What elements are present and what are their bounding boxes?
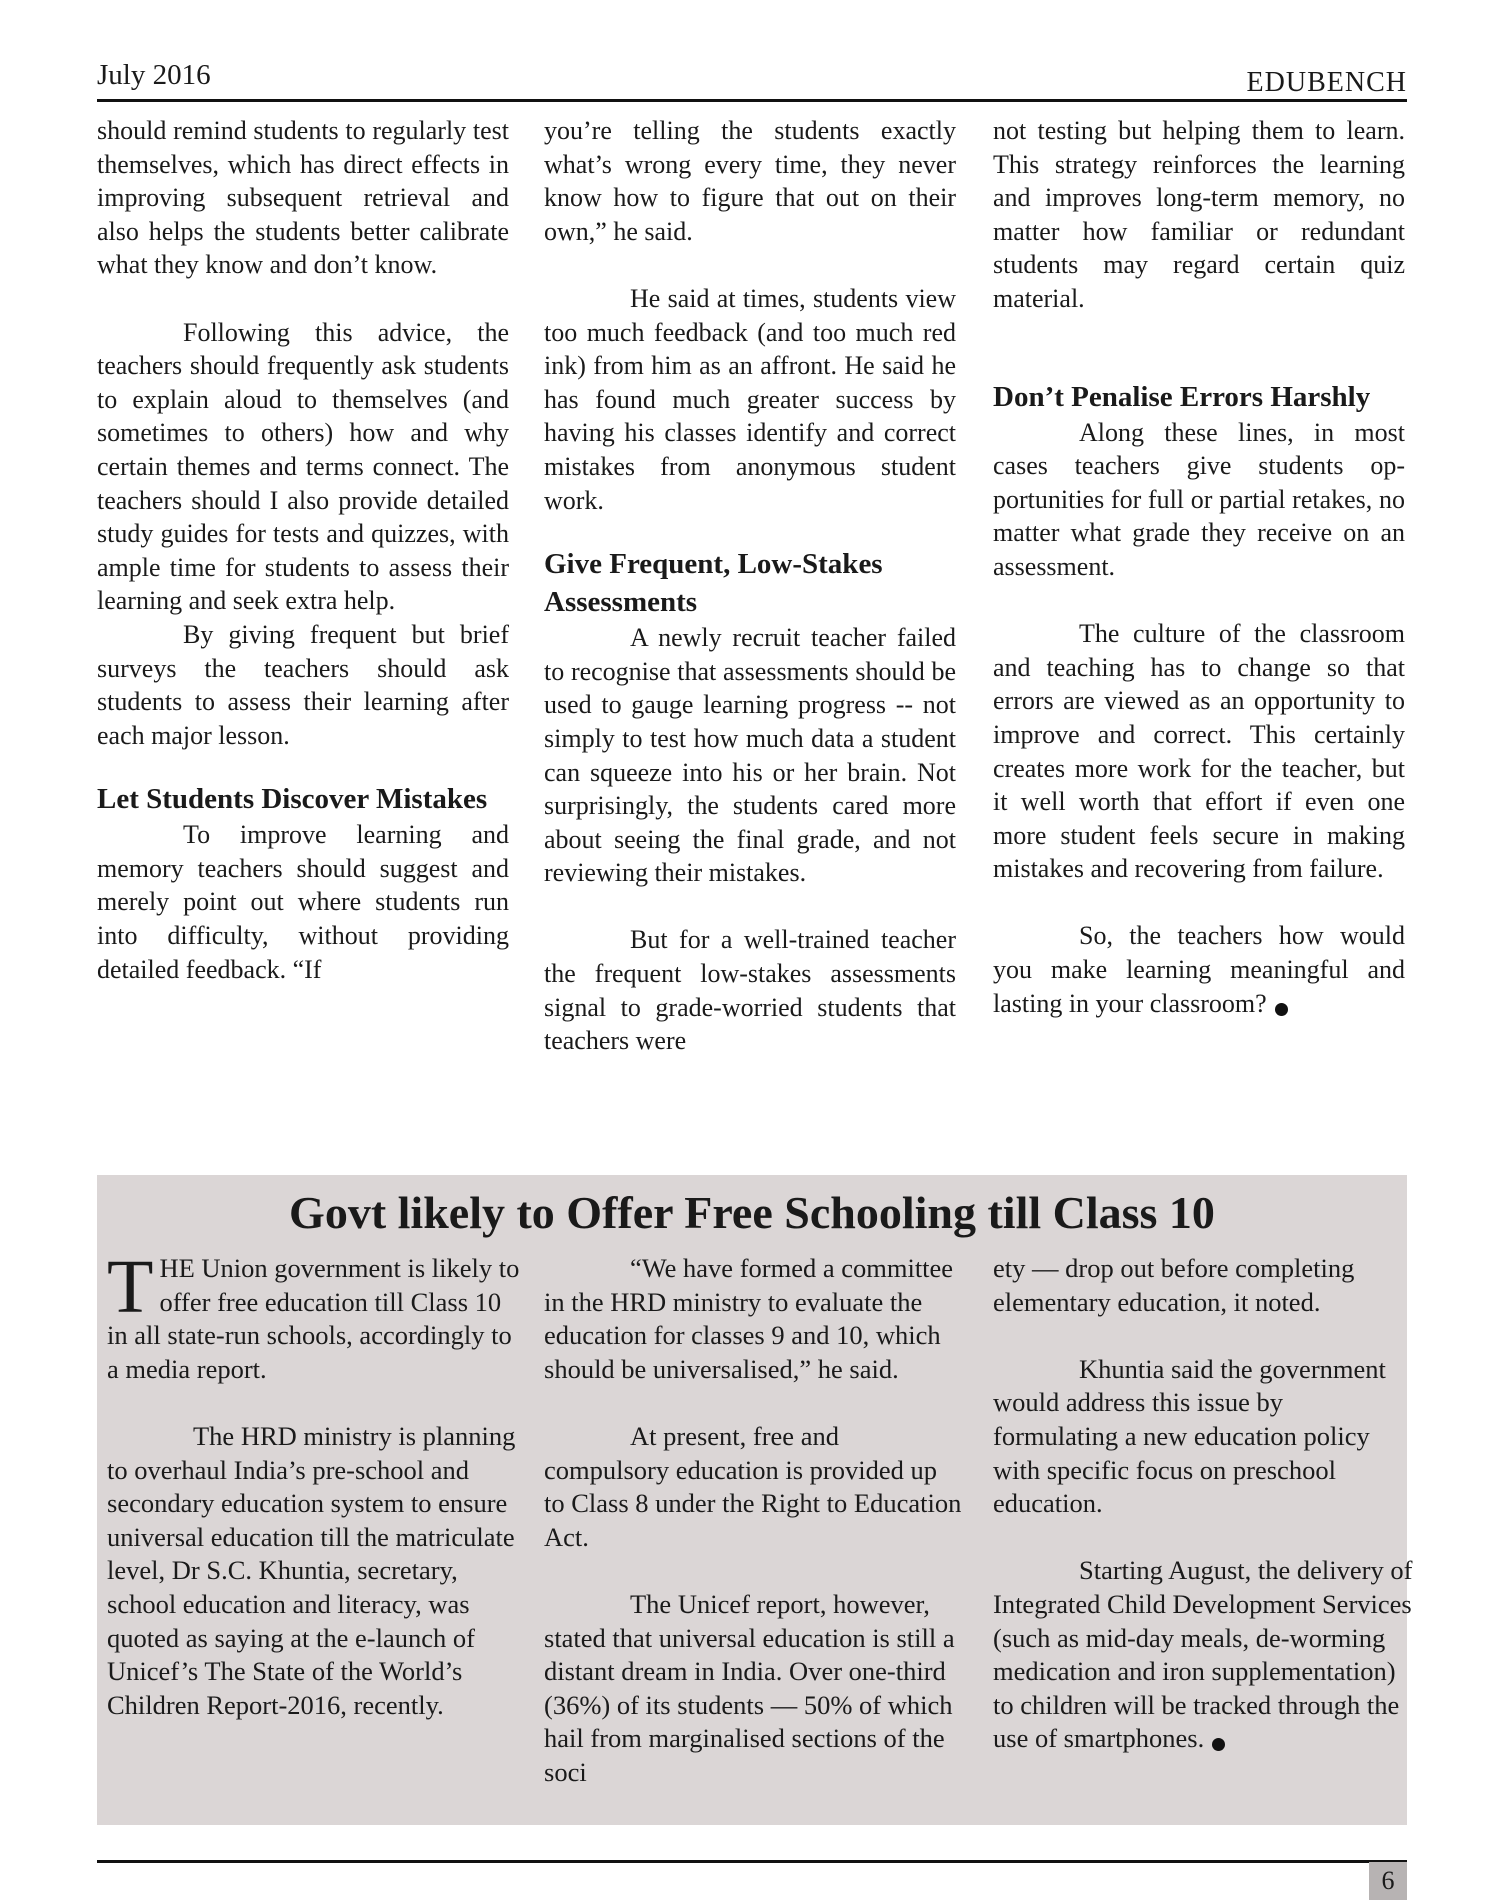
news-column-3 bbox=[993, 1252, 1413, 1756]
drop-cap: T bbox=[107, 1245, 154, 1329]
paragraph: The Unicef report, however, stated that universal education is still a distant dream in India. Over one-third (36%) of its students — 50% of which hail from marginalised sections of the soci bbox=[544, 1588, 955, 1787]
article1-column-1 bbox=[97, 114, 509, 986]
article1-column-2 bbox=[544, 114, 956, 1058]
closing-question: So, the teachers how would you make learning meaningful and lasting in your classroom? bbox=[993, 921, 1405, 1018]
footer-rule bbox=[97, 1860, 1407, 1863]
paragraph: you’re telling the students exactly what’s wrong every time, they never know how to figure that out on their own,” he said. bbox=[544, 116, 956, 246]
paragraph bbox=[993, 919, 1405, 1020]
end-mark-icon bbox=[1275, 1003, 1288, 1016]
article1-column-3 bbox=[993, 114, 1405, 1020]
paragraph: The HRD ministry is planning to overhaul India’s pre-school and secondary education system to ensure universal education till the matriculate level, Dr S.C. Khuntia, secretary, school education and literacy, was quoted as saying at the e-launch of Unicef’s The State of the World’s Children Report-2016, recently. bbox=[107, 1420, 516, 1720]
section-heading: Give Frequent, Low-Stakes Assessments bbox=[544, 548, 883, 619]
news-column-1 bbox=[107, 1245, 527, 1722]
lead-text: HE Union government is likely to offer free education till Class 10 in all state-run schools, accordingly to a media report. bbox=[107, 1253, 520, 1384]
news-column-2 bbox=[544, 1252, 964, 1790]
paragraph bbox=[107, 1245, 527, 1386]
paragraph: Khuntia said the government would address this issue by formulating a new education policy with specific focus on preschool education. bbox=[993, 1353, 1386, 1519]
paragraph: By giving frequent but brief surveys the teachers should ask students to assess their learning after each major lesson. bbox=[97, 619, 509, 750]
news-box-title: Govt likely to Offer Free Schooling till Class 10 bbox=[289, 1187, 1215, 1238]
header-rule bbox=[97, 99, 1407, 102]
paragraph: At present, free and compulsory education is provided up to Class 8 under the Right to Education Act. bbox=[544, 1420, 962, 1552]
paragraph: not testing but helping them to learn. This strategy reinforces the learning and improves long-term memory, no matter how familiar or redundant students may regard certain quiz material. bbox=[993, 116, 1405, 313]
paragraph: But for a well-trained teacher the frequent low-stakes assessments signal to grade-worried students that teachers were bbox=[544, 925, 956, 1056]
paragraph: A newly recruit teacher failed to recognise that assessments should be used to gauge learning progress -- not simply to test how much data a student can squeeze into his or her brain. Not surprisingly, the students cared more about seeing the final grade, and not reviewing their mistakes. bbox=[544, 623, 956, 888]
paragraph: Along these lines, in most cases teachers give students opportunities for full or partial retakes, no matter what grade they receive on an assessment. bbox=[993, 417, 1405, 581]
paragraph: The culture of the classroom and teaching has to change so that errors are viewed as an opportunity to improve and correct. This certainly creates more work for the teacher, but it well worth that effort if even one more student feels secure in making mistakes and recovering from failure. bbox=[993, 619, 1405, 884]
paragraph: should remind students to regularly test themselves, which has direct effects in improving subsequent retrieval and also helps the students better calibrate what they know and don’t know. bbox=[97, 116, 509, 280]
paragraph: Following this advice, the teachers should frequently ask students to explain aloud to themselves (and sometimes to others) how and why certain themes and terms connect. The teachers should I also provide detailed study guides for tests and quizzes, with ample time for students to assess their learning and seek extra help. bbox=[97, 317, 509, 616]
publication-name: EDUBENCH bbox=[1246, 67, 1407, 98]
paragraph: To improve learning and memory teachers should suggest and merely point out where students run into difficulty, without providing detailed feedback. “If bbox=[97, 820, 509, 984]
paragraph: ety — drop out before completing elementary education, it noted. bbox=[993, 1253, 1355, 1317]
closing-text: Starting August, the delivery of Integrated Child Development Services (such as mid-day meals, de-worming medication and iron supplementation) to children will be tracked through the use of smartphones. bbox=[993, 1555, 1413, 1754]
section-heading: Let Students Discover Mistakes bbox=[97, 783, 488, 816]
paragraph bbox=[993, 1554, 1413, 1756]
paragraph: “We have formed a committee in the HRD ministry to evaluate the education for classes 9 and 10, which should be universalised,” he said. bbox=[544, 1253, 954, 1384]
end-mark-icon bbox=[1212, 1738, 1225, 1751]
page-date: July 2016 bbox=[97, 59, 211, 91]
page-number: 6 bbox=[1369, 1862, 1407, 1900]
paragraph: He said at times, students view too much feedback (and too much red ink) from him as an affront. He said he has found much greater success by having his classes identify and correct mistakes from anonymous student work. bbox=[544, 283, 956, 515]
section-heading: Don’t Penalise Errors Harshly bbox=[993, 380, 1371, 413]
